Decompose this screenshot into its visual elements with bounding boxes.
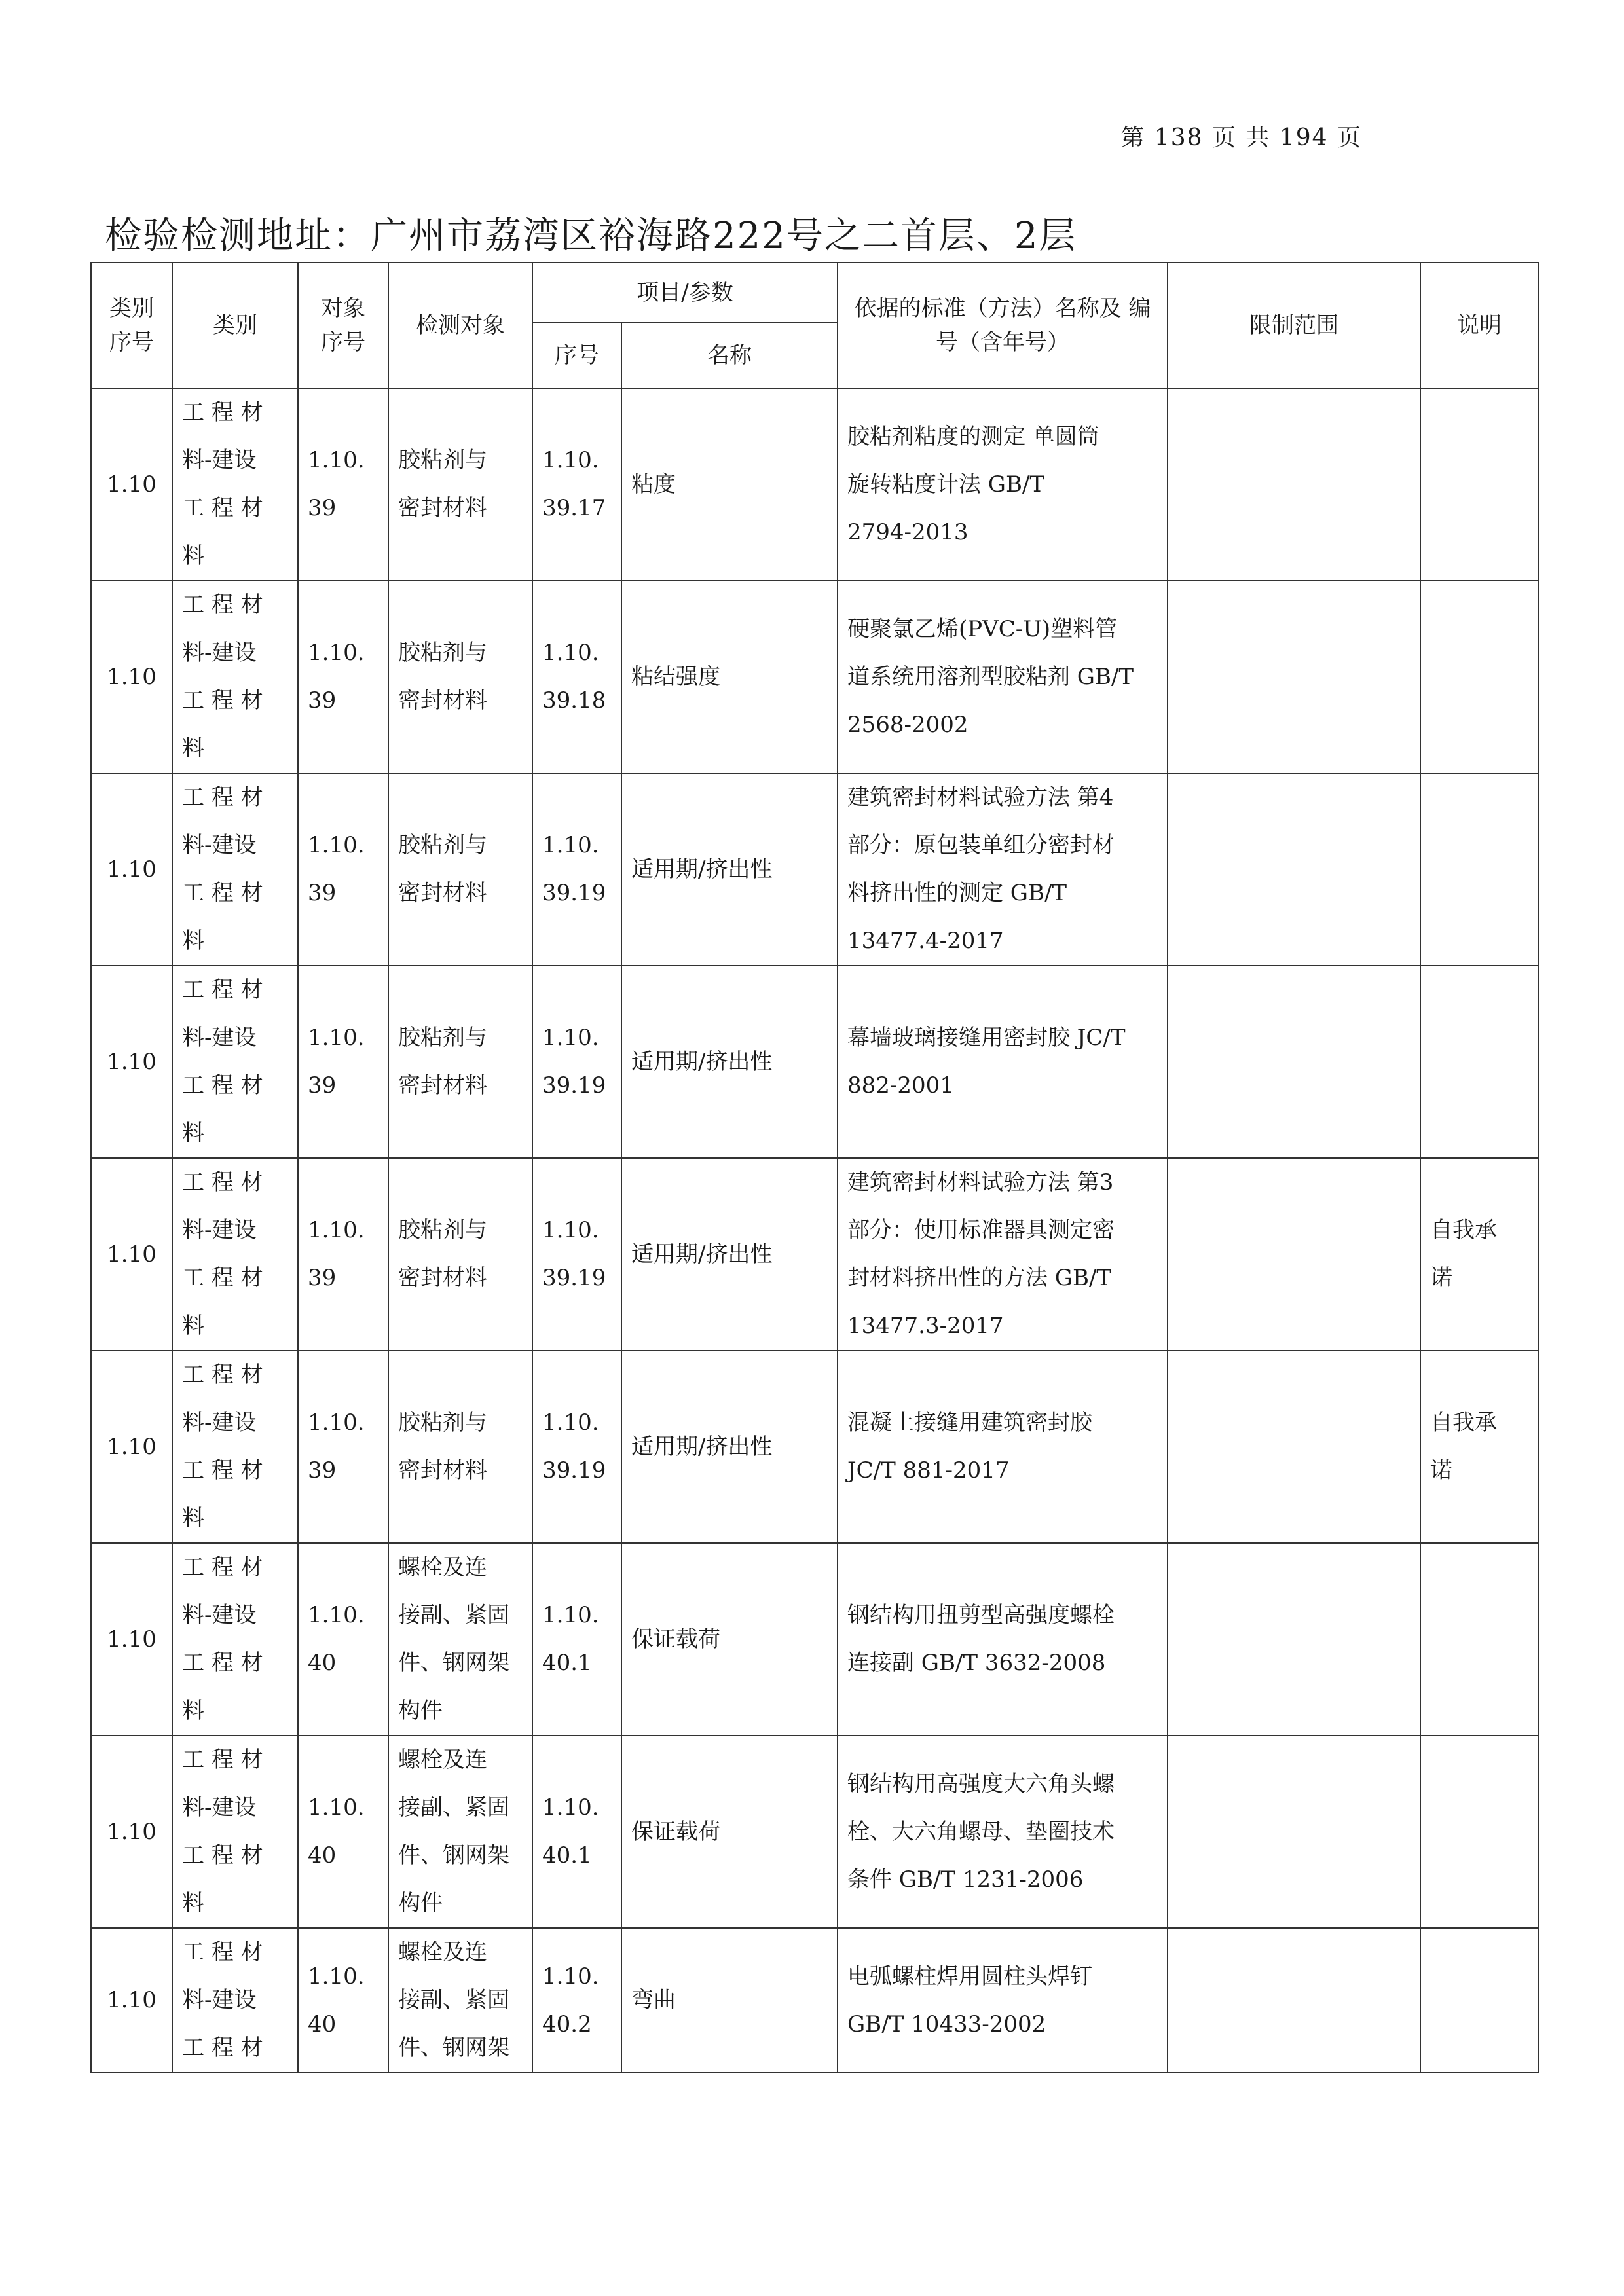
cell-object-no: 1.10. 39: [298, 1351, 388, 1543]
cell-object-no: 1.10. 39: [298, 581, 388, 773]
header-limit: 限制范围: [1168, 263, 1420, 388]
table-row: [91, 1543, 1538, 1736]
table-row: [91, 966, 1538, 1158]
cell-limit: [1168, 581, 1420, 773]
cell-standard: 混凝土接缝用建筑密封胶 JC/T 881-2017: [838, 1351, 1168, 1543]
cell-param-name: 保证载荷: [621, 1736, 838, 1928]
cell-limit: [1168, 388, 1420, 581]
cell-param-name: 适用期/挤出性: [621, 1158, 838, 1351]
cell-category: 工 程 材 料-建设 工 程 材 料: [172, 1351, 298, 1543]
cell-note: [1420, 1736, 1538, 1928]
cell-param-no: 1.10. 40.2: [532, 1928, 621, 2073]
cell-object: 螺栓及连 接副、紧固 件、钢网架 构件: [388, 1543, 532, 1736]
header-object: 检测对象: [388, 263, 532, 388]
cell-note: [1420, 388, 1538, 581]
cell-param-name: 适用期/挤出性: [621, 773, 838, 966]
cell-category: 工 程 材 料-建设 工 程 材: [172, 1928, 298, 2073]
cell-object: 胶粘剂与 密封材料: [388, 773, 532, 966]
cell-object: 胶粘剂与 密封材料: [388, 966, 532, 1158]
cell-object: 胶粘剂与 密封材料: [388, 1351, 532, 1543]
cell-param-name: 粘结强度: [621, 581, 838, 773]
cell-limit: [1168, 966, 1420, 1158]
cell-object-no: 1.10. 39: [298, 773, 388, 966]
cell-object-no: 1.10. 39: [298, 388, 388, 581]
header-category-no: 类别 序号: [91, 263, 172, 388]
cell-param-name: 粘度: [621, 388, 838, 581]
cell-param-name: 适用期/挤出性: [621, 1351, 838, 1543]
table-row: [91, 388, 1538, 581]
cell-category-no: 1.10: [91, 1928, 172, 2073]
header-param-group: 项目/参数: [532, 263, 838, 323]
cell-note: [1420, 1928, 1538, 2073]
capability-table: [90, 262, 1539, 2073]
table-row: [91, 581, 1538, 773]
header-object-no: 对象 序号: [298, 263, 388, 388]
cell-category: 工 程 材 料-建设 工 程 材 料: [172, 773, 298, 966]
cell-standard: 电弧螺柱焊用圆柱头焊钉 GB/T 10433-2002: [838, 1928, 1168, 2073]
cell-category: 工 程 材 料-建设 工 程 材 料: [172, 1543, 298, 1736]
cell-limit: [1168, 773, 1420, 966]
cell-category-no: 1.10: [91, 1158, 172, 1351]
cell-category: 工 程 材 料-建设 工 程 材 料: [172, 388, 298, 581]
cell-param-no: 1.10. 39.19: [532, 1351, 621, 1543]
cell-standard: 胶粘剂粘度的测定 单圆筒 旋转粘度计法 GB/T 2794-2013: [838, 388, 1168, 581]
cell-standard: 钢结构用扭剪型高强度螺栓 连接副 GB/T 3632-2008: [838, 1543, 1168, 1736]
table-row: [91, 1736, 1538, 1928]
cell-object: 螺栓及连 接副、紧固 件、钢网架 构件: [388, 1736, 532, 1928]
cell-limit: [1168, 1928, 1420, 2073]
cell-object-no: 1.10. 40: [298, 1736, 388, 1928]
cell-note: 自我承 诺: [1420, 1351, 1538, 1543]
cell-param-no: 1.10. 39.19: [532, 773, 621, 966]
cell-object-no: 1.10. 40: [298, 1928, 388, 2073]
cell-limit: [1168, 1158, 1420, 1351]
cell-object: 螺栓及连 接副、紧固 件、钢网架: [388, 1928, 532, 2073]
cell-standard: 幕墙玻璃接缝用密封胶 JC/T 882-2001: [838, 966, 1168, 1158]
header-param-name: 名称: [621, 323, 838, 388]
cell-category: 工 程 材 料-建设 工 程 材 料: [172, 1736, 298, 1928]
cell-category: 工 程 材 料-建设 工 程 材 料: [172, 966, 298, 1158]
inspection-address: 检验检测地址：广州市荔湾区裕海路222号之二首层、2层: [105, 215, 1077, 257]
cell-category-no: 1.10: [91, 773, 172, 966]
cell-object: 胶粘剂与 密封材料: [388, 581, 532, 773]
cell-param-no: 1.10. 40.1: [532, 1543, 621, 1736]
cell-note: 自我承 诺: [1420, 1158, 1538, 1351]
cell-param-no: 1.10. 39.19: [532, 966, 621, 1158]
cell-object-no: 1.10. 39: [298, 1158, 388, 1351]
cell-limit: [1168, 1736, 1420, 1928]
table-row: [91, 1158, 1538, 1351]
cell-category: 工 程 材 料-建设 工 程 材 料: [172, 581, 298, 773]
table-row: [91, 1928, 1538, 2073]
cell-category-no: 1.10: [91, 966, 172, 1158]
cell-param-no: 1.10. 40.1: [532, 1736, 621, 1928]
page-number: 第 138 页 共 194 页: [1120, 124, 1362, 151]
cell-object-no: 1.10. 40: [298, 1543, 388, 1736]
header-note: 说明: [1420, 263, 1538, 388]
cell-object: 胶粘剂与 密封材料: [388, 1158, 532, 1351]
cell-param-name: 保证载荷: [621, 1543, 838, 1736]
cell-category-no: 1.10: [91, 388, 172, 581]
header-param-no: 序号: [532, 323, 621, 388]
cell-object-no: 1.10. 39: [298, 966, 388, 1158]
cell-standard: 建筑密封材料试验方法 第4 部分：原包装单组分密封材 料挤出性的测定 GB/T 13477.4-2017: [838, 773, 1168, 966]
cell-param-name: 适用期/挤出性: [621, 966, 838, 1158]
cell-category-no: 1.10: [91, 581, 172, 773]
cell-param-no: 1.10. 39.19: [532, 1158, 621, 1351]
cell-limit: [1168, 1543, 1420, 1736]
header-row: [91, 263, 1538, 323]
cell-category-no: 1.10: [91, 1543, 172, 1736]
cell-param-no: 1.10. 39.18: [532, 581, 621, 773]
header-standard: 依据的标准（方法）名称及 编号（含年号）: [838, 263, 1168, 388]
table-row: [91, 1351, 1538, 1543]
cell-limit: [1168, 1351, 1420, 1543]
cell-standard: 建筑密封材料试验方法 第3 部分：使用标准器具测定密 封材料挤出性的方法 GB/T 13477.3-2017: [838, 1158, 1168, 1351]
cell-note: [1420, 581, 1538, 773]
cell-note: [1420, 966, 1538, 1158]
table-row: [91, 773, 1538, 966]
cell-category-no: 1.10: [91, 1736, 172, 1928]
cell-note: [1420, 1543, 1538, 1736]
cell-object: 胶粘剂与 密封材料: [388, 388, 532, 581]
cell-param-no: 1.10. 39.17: [532, 388, 621, 581]
cell-standard: 钢结构用高强度大六角头螺 栓、大六角螺母、垫圈技术 条件 GB/T 1231-2006: [838, 1736, 1168, 1928]
cell-note: [1420, 773, 1538, 966]
cell-category: 工 程 材 料-建设 工 程 材 料: [172, 1158, 298, 1351]
header-category: 类别: [172, 263, 298, 388]
cell-category-no: 1.10: [91, 1351, 172, 1543]
cell-param-name: 弯曲: [621, 1928, 838, 2073]
cell-standard: 硬聚氯乙烯(PVC-U)塑料管 道系统用溶剂型胶粘剂 GB/T 2568-2002: [838, 581, 1168, 773]
